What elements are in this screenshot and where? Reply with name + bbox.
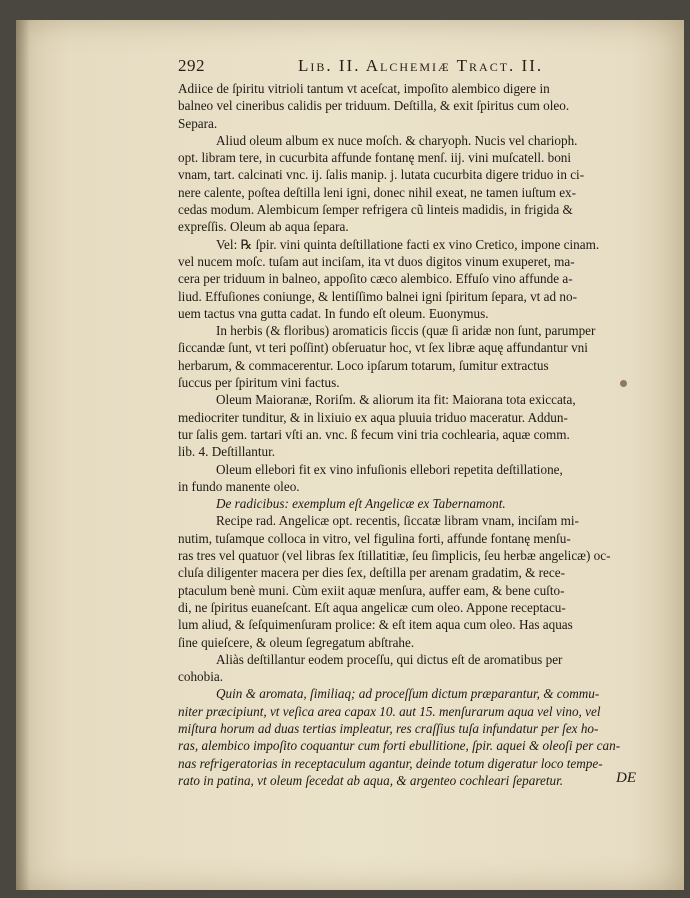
text-line: vel nucem moſc. tuſam aut inciſam, ita vt duos digitos vinum exuperet, ma- [178,253,575,269]
text-line: Oleum ellebori fit ex vino infuſionis ellebori repetita deſtillatione, [216,461,563,477]
text-line: Aliud oleum album ex nuce moſch. & charyoph. Nucis vel charioph. [216,132,578,148]
section-heading: De radicibus: exemplum eſt Angelicæ ex Tabernamont. [216,496,506,512]
text-line: mediocriter tunditur, & in lixiuio ex aqua pluuia triduo maceratur. Addun- [178,409,568,425]
text-line: uem tactus vna gutta cadat. In fundo eſt oleum. Euonymus. [178,305,489,321]
text-line: opt. libram tere, in cucurbita affunde fontanę menſ. iij. vini muſcatell. boni [178,150,572,166]
ink-spot [620,380,627,387]
text-line: Aliàs deſtillantur eodem proceſſu, qui dictus eſt de aromatibus per [216,651,563,667]
gutter-shadow [16,20,30,890]
italic-paragraph-line: ras, alembico impoſito coquantur cum forti ebullitione, ſpir. aquei & oleoſi per can- [178,738,621,754]
text-line: di, ne ſpiritus euaneſcant. Eſt aqua angelicæ cum oleo. Appone receptacu- [178,599,566,615]
running-head: Lib. II. Alchemiæ Tract. II. [298,56,544,75]
text-line: In herbis (& floribus) aromaticis ſiccis (quæ ſi aridæ non ſunt, parumper [216,323,596,339]
text-line: herbarum, & commacerentur. Loco ipſarum totarum, ſumitur extractus [178,357,549,373]
text-line: cera per triduum in balneo, appoſito cæco alembico. Effuſo vino affunde a- [178,271,573,287]
text-line: nutim, tuſamque colloca in vitro, vel figulina forti, affunde fontanę menſu- [178,530,571,546]
italic-paragraph-line: niter præcipiunt, vt veſica area capax 10. aut 15. menſurarum aqua vel vino, vel [178,703,601,719]
text-line: cluſa diligenter macera per dies ſex, deſtilla per arenam gradatim, & rece- [178,565,566,581]
text-line: cohobia. [178,669,224,685]
text-line: Recipe rad. Angelicæ opt. recentis, ſiccatæ libram vnam, inciſam mi- [216,513,579,529]
text-line: balneo vel cineribus calidis per triduum. Deſtilla, & exit ſpiritus cum oleo. [178,98,570,114]
text-line: tur ſalis gem. tartari vſti an. vnc. ß fecum vini tria cochlearia, aquæ comm. [178,426,570,442]
page-header [178,56,558,78]
italic-paragraph-line: Quin & aromata, ſimiliaq; ad proceſſum dictum præparantur, & commu- [216,686,600,702]
text-line: in fundo manente oleo. [178,478,300,494]
italic-paragraph-line: miſtura horum ad duas tertias impleatur, res craſſius tuſa infundatur per ſex ho- [178,720,599,736]
text-line: lum aliud, & ſeſquimenſuram prolice: & eſt item aqua cum oleo. Has aquas [178,617,573,633]
text-line: Separa. [178,115,218,131]
body-text [178,80,640,789]
italic-paragraph-line: rato in patina, vt oleum ſecedat ab aqua, & argenteo cochleari ſeparetur. [178,772,564,788]
text-line: ptaculum benè muni. Cùm exiit aquæ menſura, auffer eam, & bene cuſto- [178,582,565,598]
text-line: vnam, tart. calcinati vnc. ij. ſalis manip. j. lutata cucurbita digere triduo in ci- [178,167,585,183]
text-line: Vel: ℞ ſpir. vini quinta deſtillatione facti ex vino Cretico, impone cinam. [216,236,600,252]
italic-paragraph-line: nas refrigeratorias in receptaculum agantur, deinde totum digeratur loco tempe- [178,755,603,771]
page-number: 292 [178,56,205,75]
text-line: nere calente, poſtea deſtilla leni igni, donec nihil exeat, ne tamen iuſtum ex- [178,184,577,200]
text-line: Oleum Maioranæ, Roriſm. & aliorum ita fit: Maiorana tota exiccata, [216,392,576,408]
text-line: expreſſis. Oleum ab aqua ſepara. [178,219,349,235]
text-line: cedas modum. Alembicum ſemper refrigera cũ linteis madidis, in frigida & [178,202,573,218]
text-line: liud. Effuſiones coniunge, & lentiſſimo balnei igni ſpiritum ſepara, vt ad no- [178,288,577,304]
text-line: ſine quieſcere, & oleum ſegregatum abſtrahe. [178,634,415,650]
text-line: ſuccus per ſpiritum vini factus. [178,375,340,391]
text-line: lib. 4. Deſtillantur. [178,444,276,460]
catchword: DE [616,770,636,786]
text-line: ras tres vel quatuor (vel libras ſex ſtillatitiæ, ſeu ſimplicis, ſeu herbæ angelicæ) oc- [178,548,611,564]
text-line: Adiice de ſpiritu vitrioli tantum vt aceſcat, impoſito alembico digere in [178,81,550,96]
text-line: ſiccandæ ſunt, vt teri poſſint) obſeruatur hoc, vt ſex libræ aquę affundantur vni [178,340,588,356]
